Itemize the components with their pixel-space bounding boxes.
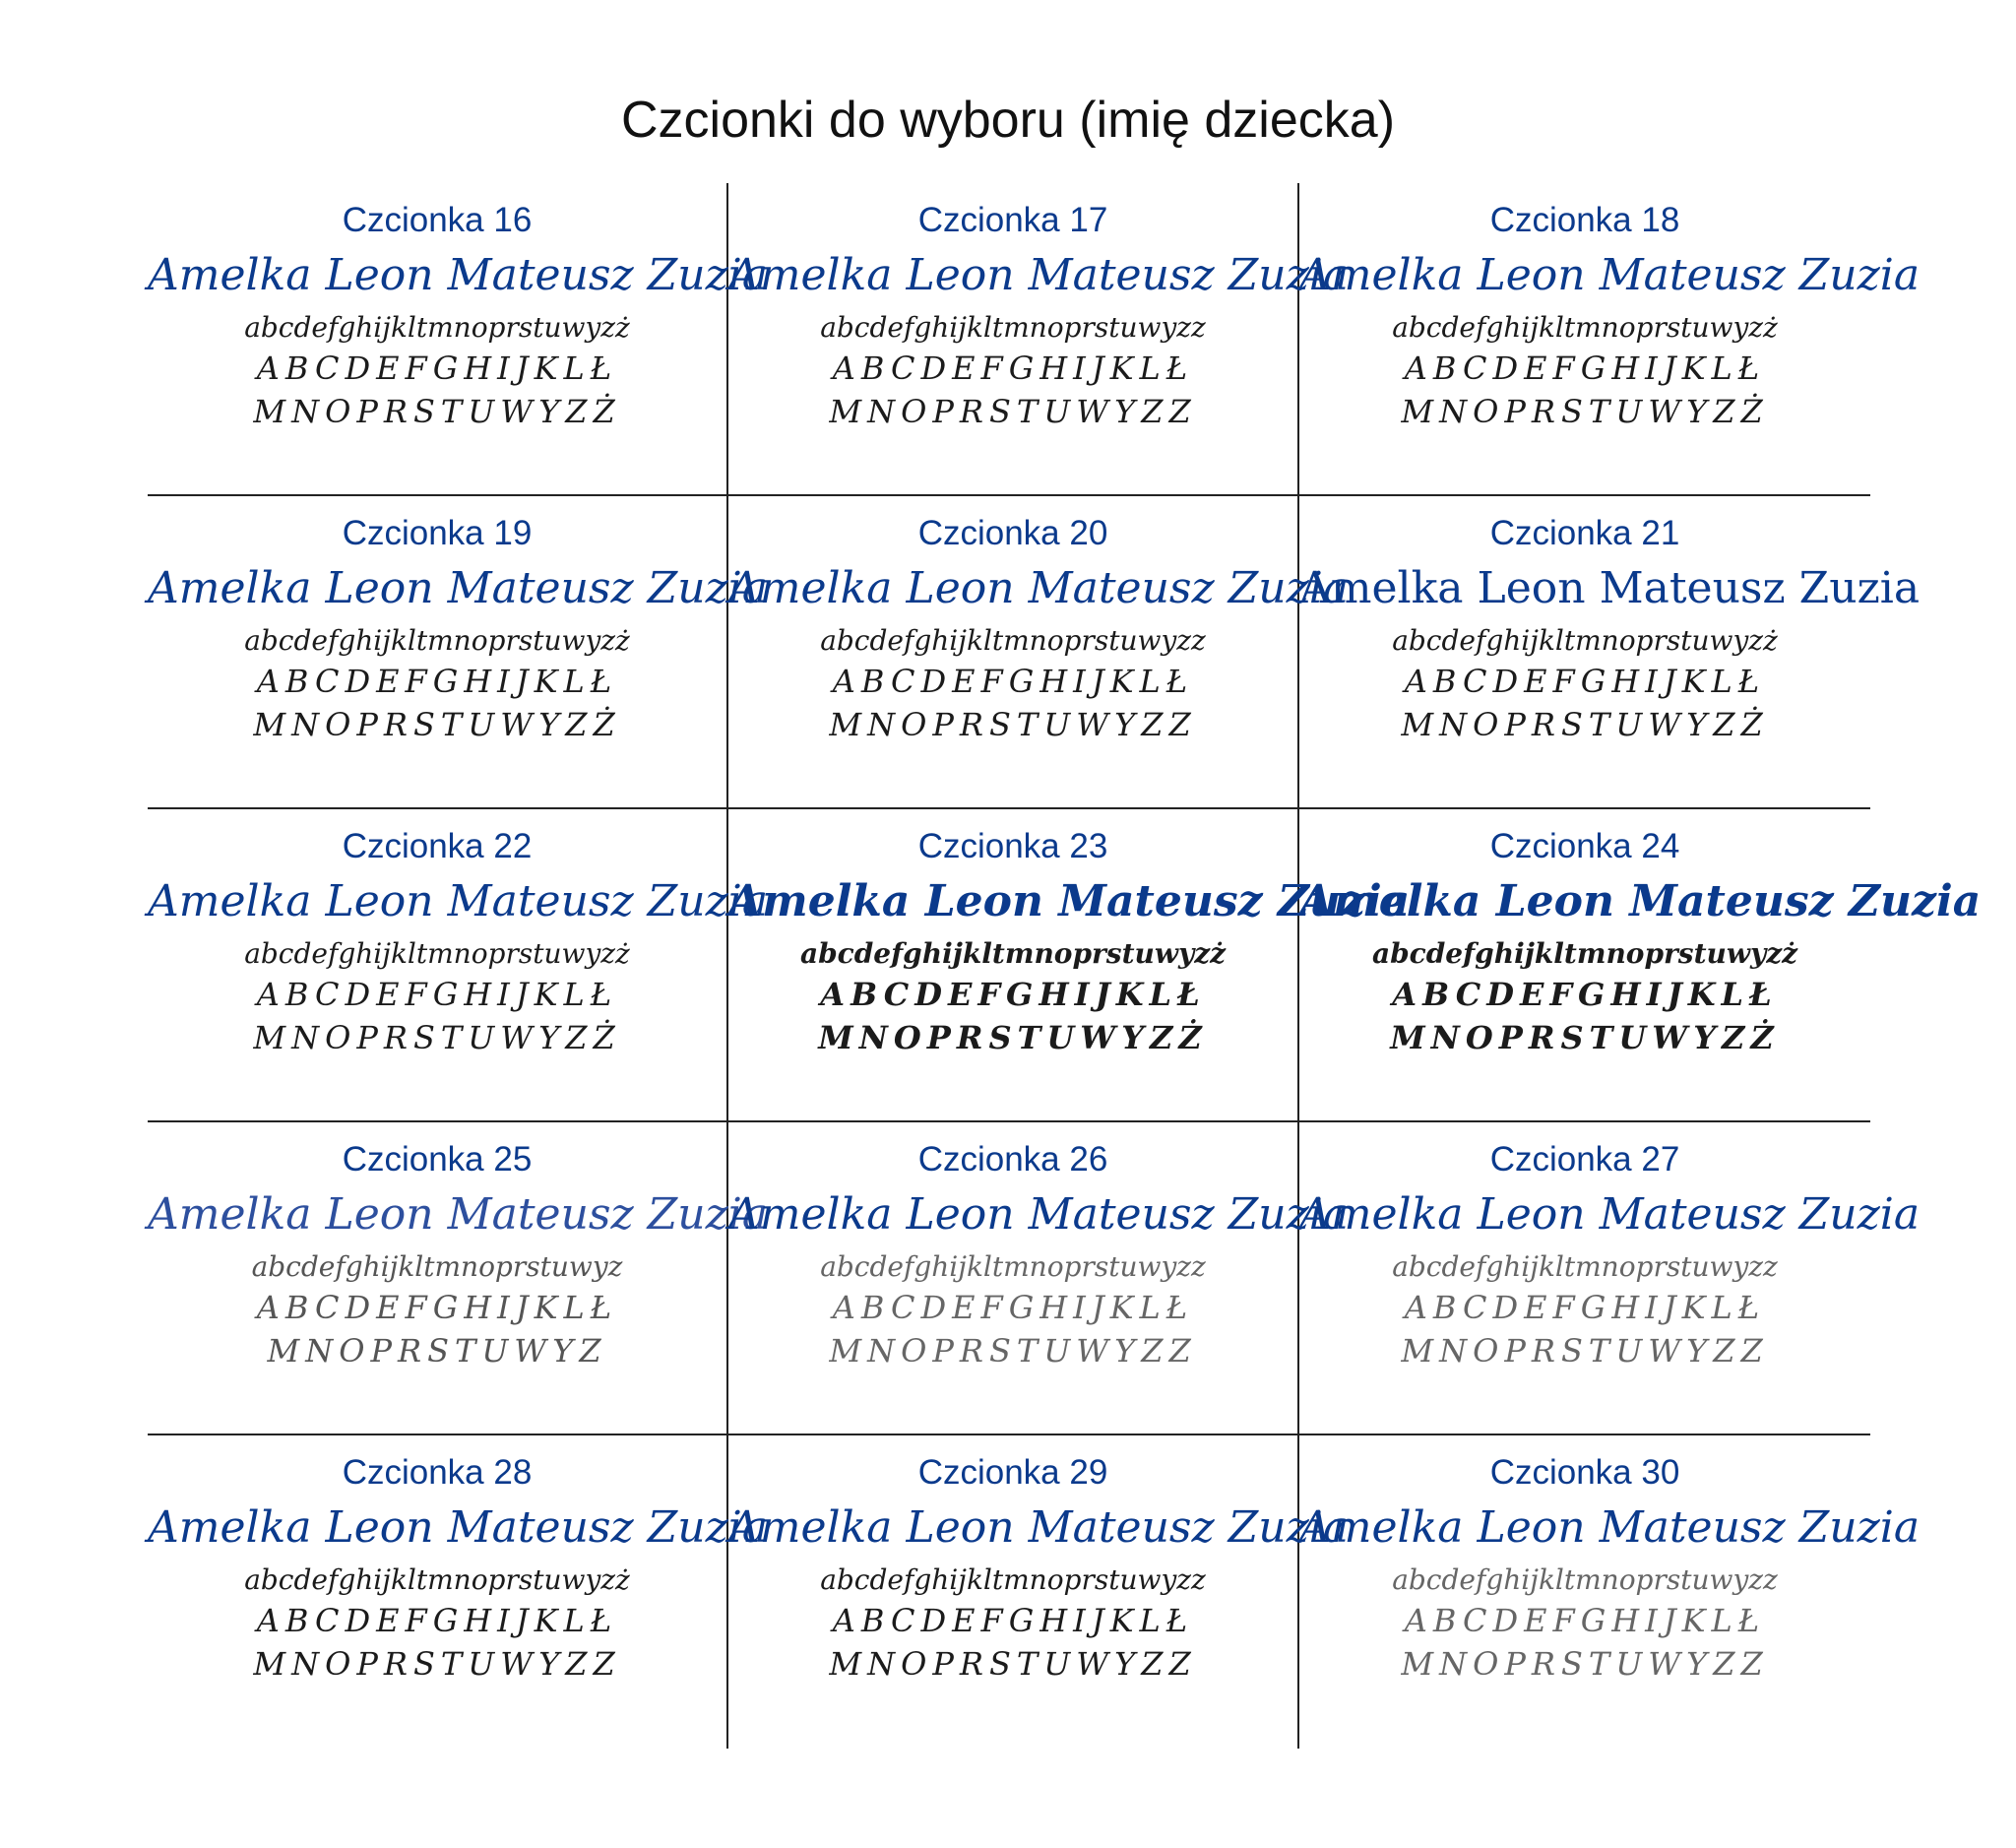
font-cell[interactable]	[1299, 496, 1921, 809]
sample-names: Amelka Leon Mateusz Zuzia	[148, 1502, 769, 1553]
lowercase-alphabet: abcdefghijkltmnoprstuwyzz	[1392, 1250, 1778, 1283]
lowercase-alphabet: abcdefghijkltmnoprstuwyzż	[244, 311, 630, 344]
lowercase-alphabet: abcdefghijkltmnoprstuwyzz	[820, 1250, 1206, 1283]
uppercase-alphabet-line-2: MNOPRSTUWYZZ	[1401, 1645, 1769, 1683]
uppercase-alphabet-line-1: ABCDEFGHIJKLŁ	[256, 1602, 618, 1639]
sample-names: Amelka Leon Mateusz Zuzia	[728, 1502, 1350, 1553]
font-label: Czcionka 17	[917, 201, 1108, 239]
font-label: Czcionka 16	[342, 201, 533, 239]
uppercase-alphabet-line-2: MNOPRSTUWYZZ	[253, 1645, 621, 1683]
sample-names: Amelka Leon Mateusz Zuzia	[148, 563, 769, 613]
sample-names: Amelka Leon Mateusz Zuzia	[1299, 250, 1921, 300]
lowercase-alphabet: abcdefghijkltmnoprstuwyzz	[820, 1563, 1206, 1596]
font-cell[interactable]	[728, 1122, 1350, 1435]
font-cell[interactable]	[148, 1435, 769, 1749]
lowercase-alphabet: abcdefghijkltmnoprstuwyzż	[1392, 624, 1778, 657]
font-label: Czcionka 29	[917, 1453, 1108, 1492]
uppercase-alphabet-line-2: MNOPRSTUWYZZ	[829, 1645, 1197, 1683]
uppercase-alphabet-line-1: ABCDEFGHIJKLŁ	[1404, 1602, 1766, 1639]
font-cell[interactable]	[1299, 183, 1921, 496]
sample-names: Amelka Leon Mateusz Zuzia	[728, 563, 1350, 613]
lowercase-alphabet: abcdefghijkltmnoprstuwyzż	[244, 1563, 630, 1596]
font-label: Czcionka 30	[1489, 1453, 1680, 1492]
lowercase-alphabet: abcdefghijkltmnoprstuwyzz	[820, 311, 1206, 344]
lowercase-alphabet: abcdefghijkltmnoprstuwyzż	[244, 624, 630, 657]
sample-names: Amelka Leon Mateusz Zuzia	[728, 876, 1411, 926]
lowercase-alphabet: abcdefghijkltmnoprstuwyz	[251, 1250, 623, 1283]
uppercase-alphabet-line-1: ABCDEFGHIJKLŁ	[1404, 350, 1766, 387]
font-cell[interactable]	[148, 183, 769, 496]
sample-names: Amelka Leon Mateusz Zuzia	[148, 1189, 769, 1240]
sample-names: Amelka Leon Mateusz Zuzia	[1299, 1189, 1921, 1240]
sample-names: Amelka Leon Mateusz Zuzia	[148, 876, 769, 926]
uppercase-alphabet-line-1: ABCDEFGHIJKLŁ	[256, 663, 618, 700]
uppercase-alphabet-line-1: ABCDEFGHIJKLŁ	[256, 1289, 618, 1326]
lowercase-alphabet: abcdefghijkltmnoprstuwyzz	[820, 624, 1206, 657]
font-label: Czcionka 27	[1489, 1140, 1680, 1179]
uppercase-alphabet-line-2: MNOPRSTUWYZZ	[829, 393, 1197, 430]
font-cell[interactable]	[728, 496, 1350, 809]
font-cell[interactable]	[148, 496, 769, 809]
uppercase-alphabet-line-2: MNOPRSTUWYZŻ	[818, 1019, 1208, 1056]
uppercase-alphabet-line-1: ABCDEFGHIJKLŁ	[1392, 976, 1778, 1013]
sample-names: Amelka Leon Mateusz Zuzia	[728, 250, 1350, 300]
uppercase-alphabet-line-2: MNOPRSTUWYZ	[267, 1332, 607, 1370]
uppercase-alphabet-line-1: ABCDEFGHIJKLŁ	[820, 976, 1206, 1013]
lowercase-alphabet: abcdefghijkltmnoprstuwyzz	[1392, 1563, 1778, 1596]
uppercase-alphabet-line-2: MNOPRSTUWYZŻ	[1401, 706, 1769, 743]
font-label: Czcionka 20	[917, 514, 1108, 552]
font-label: Czcionka 18	[1489, 201, 1680, 239]
uppercase-alphabet-line-2: MNOPRSTUWYZŻ	[253, 706, 621, 743]
sample-names: Amelka Leon Mateusz Zuzia	[1299, 876, 1982, 926]
uppercase-alphabet-line-2: MNOPRSTUWYZZ	[829, 706, 1197, 743]
uppercase-alphabet-line-1: ABCDEFGHIJKLŁ	[256, 976, 618, 1013]
font-cell[interactable]	[148, 1122, 769, 1435]
uppercase-alphabet-line-1: ABCDEFGHIJKLŁ	[1404, 663, 1766, 700]
font-label: Czcionka 23	[917, 827, 1108, 865]
font-label: Czcionka 21	[1489, 514, 1680, 552]
uppercase-alphabet-line-2: MNOPRSTUWYZZ	[1401, 1332, 1769, 1370]
font-label: Czcionka 26	[917, 1140, 1108, 1179]
font-cell[interactable]	[728, 809, 1411, 1122]
font-cell[interactable]	[1299, 809, 1982, 1122]
lowercase-alphabet: abcdefghijkltmnoprstuwyzż	[1392, 311, 1778, 344]
uppercase-alphabet-line-2: MNOPRSTUWYZŻ	[1390, 1019, 1780, 1056]
uppercase-alphabet-line-1: ABCDEFGHIJKLŁ	[832, 663, 1194, 700]
uppercase-alphabet-line-2: MNOPRSTUWYZŻ	[253, 1019, 621, 1056]
sample-names: Amelka Leon Mateusz Zuzia	[148, 250, 769, 300]
font-label: Czcionka 19	[342, 514, 533, 552]
uppercase-alphabet-line-2: MNOPRSTUWYZŻ	[1401, 393, 1769, 430]
page-title: Czcionki do wyboru (imię dziecka)	[620, 92, 1396, 149]
lowercase-alphabet: abcdefghijkltmnoprstuwyzż	[799, 937, 1227, 970]
font-label: Czcionka 28	[342, 1453, 533, 1492]
uppercase-alphabet-line-2: MNOPRSTUWYZZ	[829, 1332, 1197, 1370]
uppercase-alphabet-line-2: MNOPRSTUWYZŻ	[253, 393, 621, 430]
sample-names: Amelka Leon Mateusz Zuzia	[1299, 1502, 1921, 1553]
sample-names: Amelka Leon Mateusz Zuzia	[728, 1189, 1350, 1240]
font-cell[interactable]	[148, 809, 769, 1122]
font-cell[interactable]	[1299, 1435, 1921, 1749]
font-cell[interactable]	[1299, 1122, 1921, 1435]
uppercase-alphabet-line-1: ABCDEFGHIJKLŁ	[832, 350, 1194, 387]
font-label: Czcionka 22	[342, 827, 533, 865]
uppercase-alphabet-line-1: ABCDEFGHIJKLŁ	[256, 350, 618, 387]
font-cell[interactable]	[728, 1435, 1350, 1749]
font-grid	[148, 183, 1982, 1749]
uppercase-alphabet-line-1: ABCDEFGHIJKLŁ	[832, 1289, 1194, 1326]
uppercase-alphabet-line-1: ABCDEFGHIJKLŁ	[1404, 1289, 1766, 1326]
font-label: Czcionka 25	[342, 1140, 533, 1179]
lowercase-alphabet: abcdefghijkltmnoprstuwyzż	[1371, 937, 1798, 970]
uppercase-alphabet-line-1: ABCDEFGHIJKLŁ	[832, 1602, 1194, 1639]
sample-names: Amelka Leon Mateusz Zuzia	[1299, 563, 1921, 613]
font-label: Czcionka 24	[1489, 827, 1680, 865]
lowercase-alphabet: abcdefghijkltmnoprstuwyzż	[244, 937, 630, 970]
font-cell[interactable]	[728, 183, 1350, 496]
